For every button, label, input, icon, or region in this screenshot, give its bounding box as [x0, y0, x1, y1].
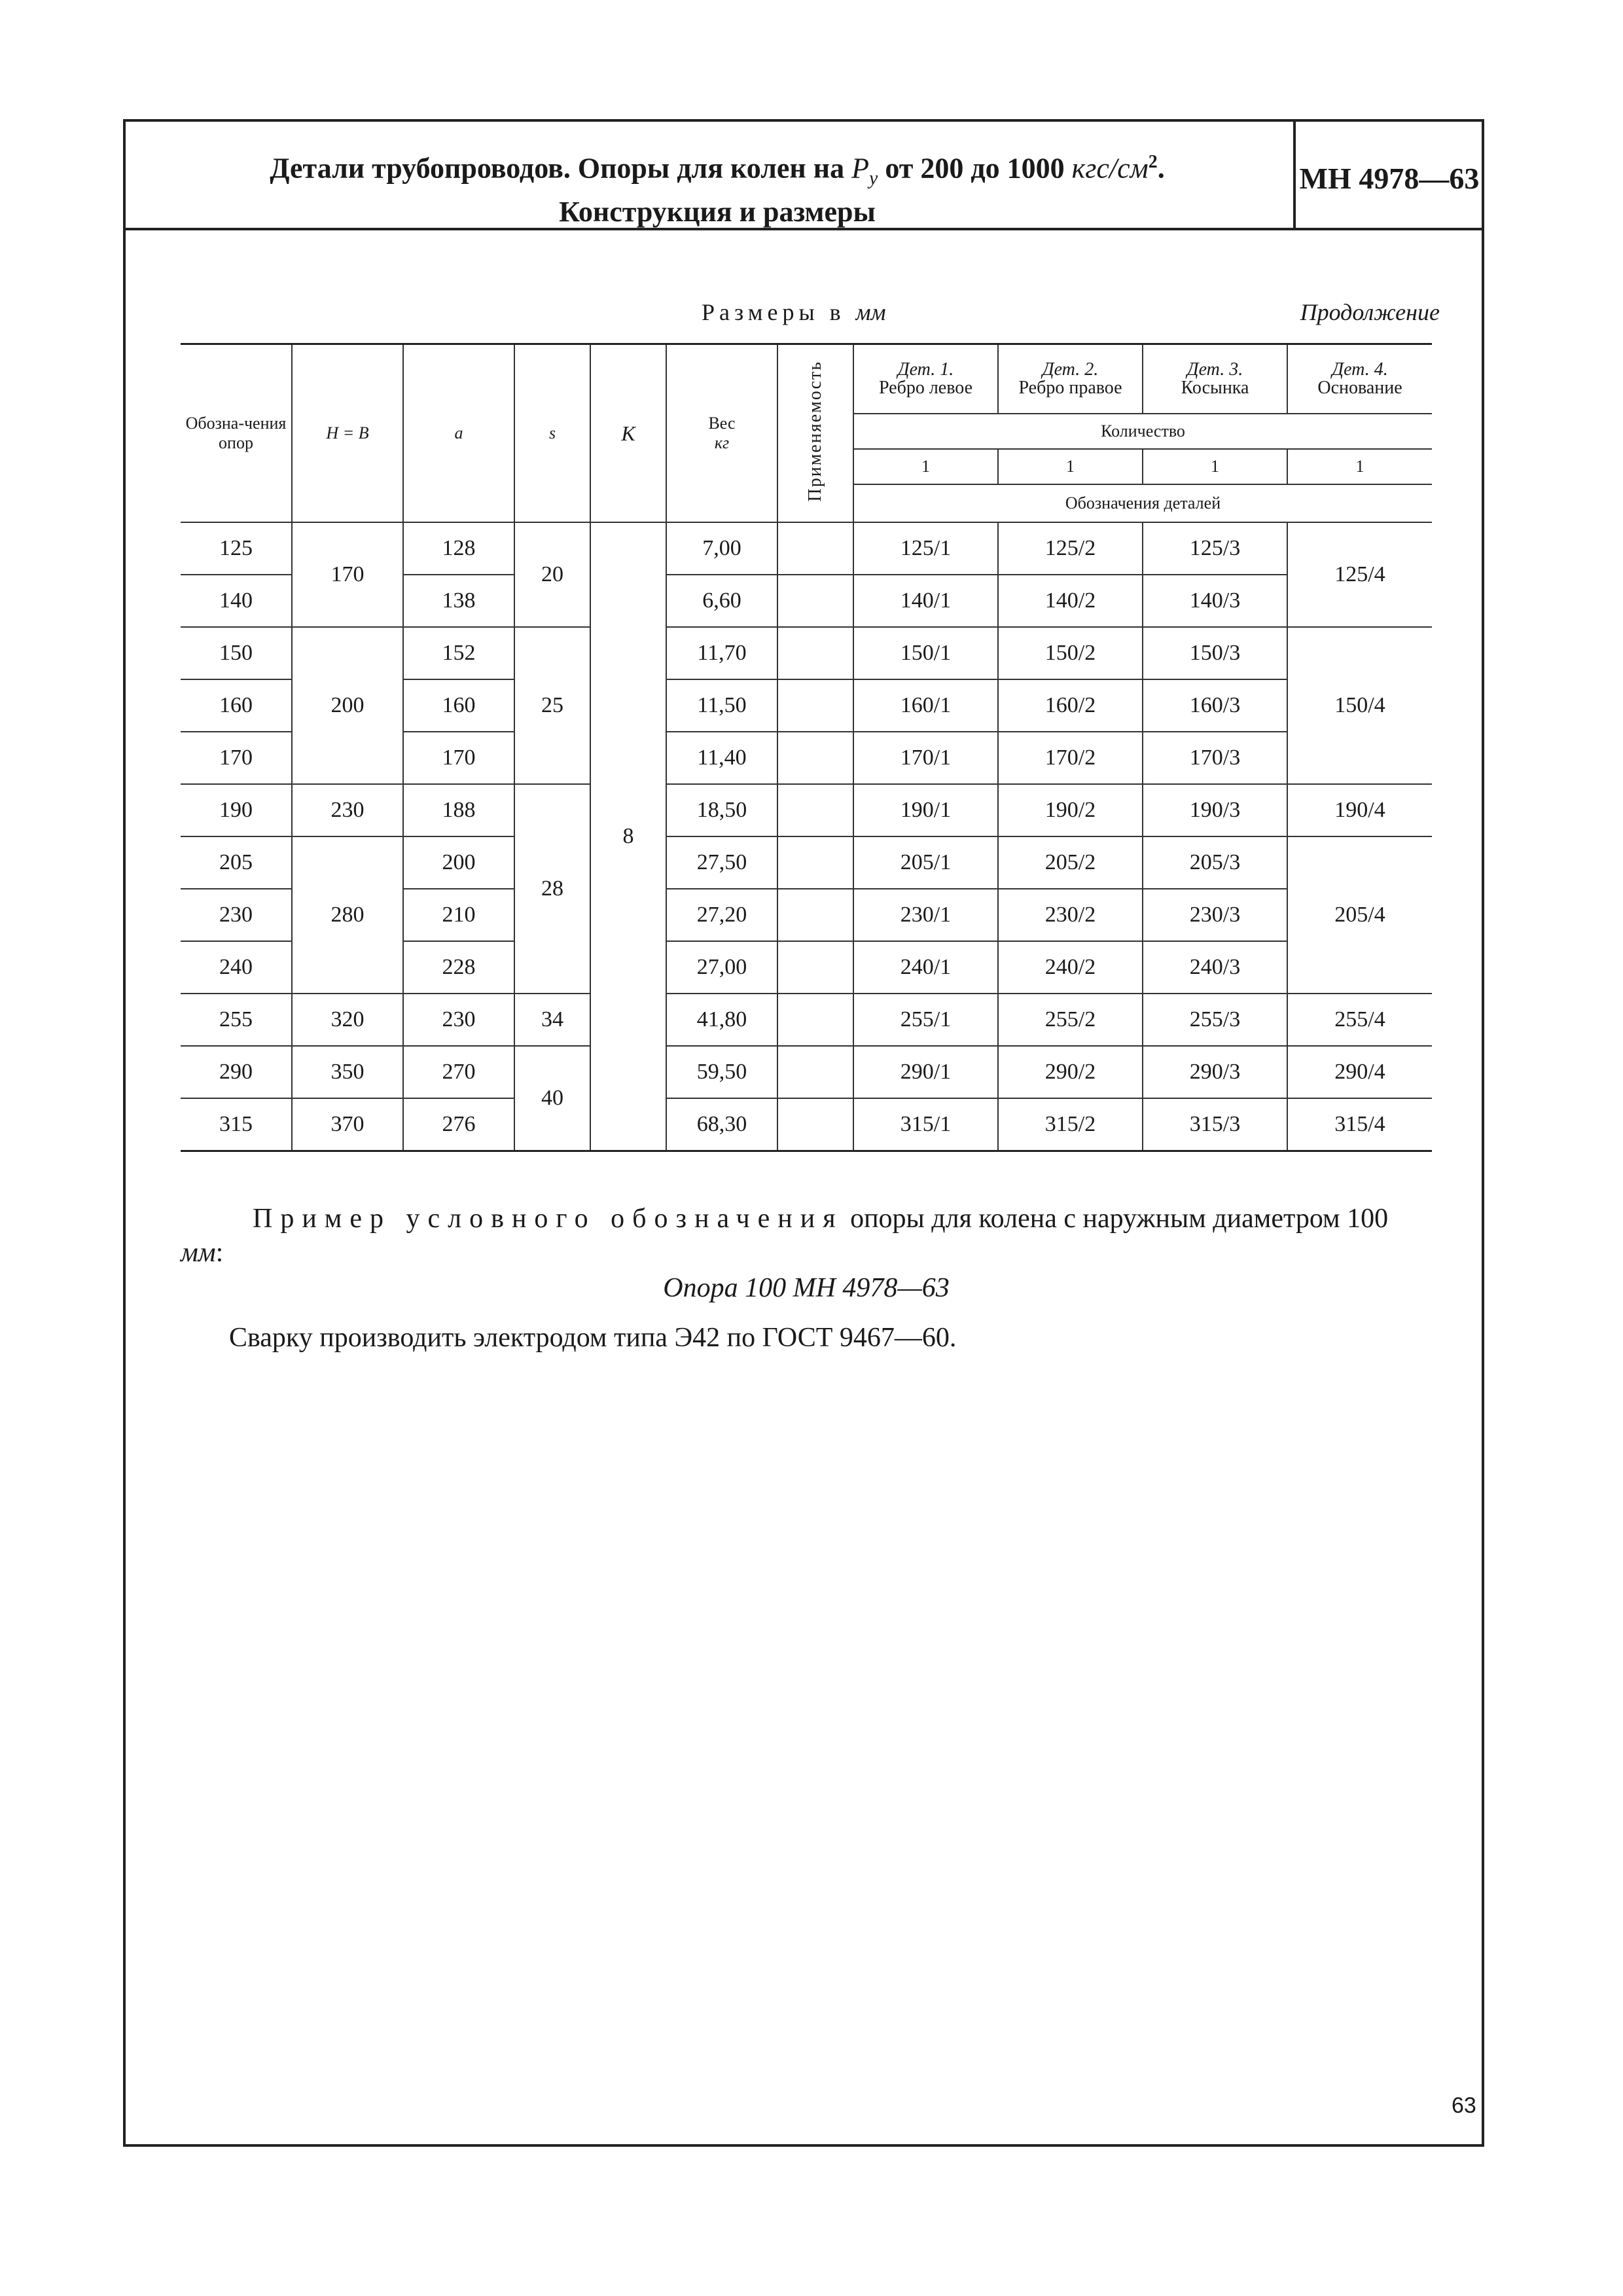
cell-a: 138: [403, 575, 514, 627]
cell-det1: 255/1: [853, 994, 998, 1046]
cell-a: 128: [403, 522, 514, 575]
header-designation: Обозна-чения опор: [181, 344, 292, 523]
cell-det4: 205/4: [1287, 836, 1432, 994]
cell-det2: 290/2: [998, 1046, 1143, 1098]
cell-det1: 190/1: [853, 784, 998, 836]
table-row: [181, 994, 1432, 1046]
cell-det1: 230/1: [853, 889, 998, 941]
cell-k: 8: [590, 522, 666, 1151]
cell-weight: 6,60: [666, 575, 777, 627]
header-det2: Дет. 2. Ребро правое: [998, 344, 1143, 414]
cell-det3: 255/3: [1143, 994, 1287, 1046]
cell-weight: 68,30: [666, 1098, 777, 1151]
cell-det2: 160/2: [998, 679, 1143, 732]
header-weight: Вес кг: [666, 344, 777, 523]
cell-a: 228: [403, 941, 514, 994]
table-row: [181, 522, 1432, 575]
header-qty-3: 1: [1143, 449, 1287, 484]
cell-designation: 315: [181, 1098, 292, 1151]
table-row: [181, 784, 1432, 836]
cell-det1: 140/1: [853, 575, 998, 627]
header-quantity: Количество: [853, 414, 1432, 449]
cell-a: 188: [403, 784, 514, 836]
cell-s: 25: [514, 627, 590, 784]
cell-designation: 240: [181, 941, 292, 994]
cell-weight: 11,70: [666, 627, 777, 679]
cell-applicability: [777, 941, 853, 994]
header-qty-4: 1: [1287, 449, 1432, 484]
cell-hb: 280: [292, 836, 403, 994]
cell-det3: 230/3: [1143, 889, 1287, 941]
cell-det1: 290/1: [853, 1046, 998, 1098]
cell-applicability: [777, 522, 853, 575]
example-designation: Опора 100 МН 4978—63: [663, 1273, 950, 1303]
cell-applicability: [777, 627, 853, 679]
cell-designation: 255: [181, 994, 292, 1046]
cell-designation: 290: [181, 1046, 292, 1098]
header-det3: Дет. 3. Косынка: [1143, 344, 1287, 414]
cell-det3: 290/3: [1143, 1046, 1287, 1098]
page-frame-bottom: [123, 2144, 1484, 2147]
cell-applicability: [777, 1046, 853, 1098]
continuation-label: Продолжение: [1300, 299, 1440, 325]
table-row: [181, 1098, 1432, 1151]
table-caption: Размеры в мм: [702, 299, 886, 325]
table-row: [181, 627, 1432, 679]
header-det1: Дет. 1. Ребро левое: [853, 344, 998, 414]
cell-det1: 205/1: [853, 836, 998, 889]
cell-applicability: [777, 836, 853, 889]
header-divider: [1293, 122, 1296, 228]
cell-weight: 59,50: [666, 1046, 777, 1098]
cell-hb: 170: [292, 522, 403, 627]
cell-applicability: [777, 575, 853, 627]
cell-applicability: [777, 994, 853, 1046]
cell-det2: 205/2: [998, 836, 1143, 889]
table-row: [181, 1046, 1432, 1098]
cell-det2: 170/2: [998, 732, 1143, 784]
cell-designation: 170: [181, 732, 292, 784]
cell-designation: 230: [181, 889, 292, 941]
cell-det3: 205/3: [1143, 836, 1287, 889]
cell-designation: 140: [181, 575, 292, 627]
document-header: [126, 122, 1482, 230]
cell-applicability: [777, 679, 853, 732]
cell-det2: 140/2: [998, 575, 1143, 627]
cell-a: 200: [403, 836, 514, 889]
table-row: [181, 836, 1432, 889]
cell-s: 40: [514, 1046, 590, 1151]
cell-a: 276: [403, 1098, 514, 1151]
dimensions-table: [181, 343, 1432, 1152]
welding-note: Сварку производить электродом типа Э42 по ГОСТ 9467—60.: [229, 1323, 957, 1353]
cell-designation: 205: [181, 836, 292, 889]
cell-det4: 190/4: [1287, 784, 1432, 836]
example-paragraph: Пример условного обозначения опоры для колена с наружным диаметром 100 мм:: [181, 1204, 1389, 1268]
cell-hb: 230: [292, 784, 403, 836]
cell-applicability: [777, 889, 853, 941]
cell-det3: 240/3: [1143, 941, 1287, 994]
cell-det4: 255/4: [1287, 994, 1432, 1046]
cell-det1: 240/1: [853, 941, 998, 994]
cell-s: 20: [514, 522, 590, 627]
cell-det2: 240/2: [998, 941, 1143, 994]
cell-s: 28: [514, 784, 590, 994]
header-qty-2: 1: [998, 449, 1143, 484]
cell-det3: 315/3: [1143, 1098, 1287, 1151]
cell-det2: 125/2: [998, 522, 1143, 575]
cell-det1: 170/1: [853, 732, 998, 784]
cell-det1: 150/1: [853, 627, 998, 679]
header-k: K: [590, 344, 666, 523]
cell-designation: 125: [181, 522, 292, 575]
cell-weight: 27,20: [666, 889, 777, 941]
page-number: 63: [1452, 2093, 1476, 2118]
cell-weight: 11,40: [666, 732, 777, 784]
cell-det1: 160/1: [853, 679, 998, 732]
cell-a: 160: [403, 679, 514, 732]
cell-a: 210: [403, 889, 514, 941]
header-qty-1: 1: [853, 449, 998, 484]
cell-det1: 125/1: [853, 522, 998, 575]
cell-weight: 41,80: [666, 994, 777, 1046]
cell-applicability: [777, 732, 853, 784]
cell-a: 230: [403, 994, 514, 1046]
cell-weight: 27,00: [666, 941, 777, 994]
cell-hb: 370: [292, 1098, 403, 1151]
cell-weight: 7,00: [666, 522, 777, 575]
cell-a: 270: [403, 1046, 514, 1098]
cell-det3: 150/3: [1143, 627, 1287, 679]
header-hb: H = B: [292, 344, 403, 523]
cell-det2: 230/2: [998, 889, 1143, 941]
cell-designation: 150: [181, 627, 292, 679]
header-det4: Дет. 4. Основание: [1287, 344, 1432, 414]
cell-applicability: [777, 1098, 853, 1151]
cell-applicability: [777, 784, 853, 836]
cell-designation: 190: [181, 784, 292, 836]
header-title: Детали трубопроводов. Опоры для колен на $P_у$ от 200 до 1000 кгс/$см^2$. Конструкция и размеры: [270, 152, 1165, 228]
cell-det2: 255/2: [998, 994, 1143, 1046]
cell-det3: 190/3: [1143, 784, 1287, 836]
cell-det2: 190/2: [998, 784, 1143, 836]
cell-hb: 350: [292, 1046, 403, 1098]
cell-det4: 290/4: [1287, 1046, 1432, 1098]
header-a: a: [403, 344, 514, 523]
cell-designation: 160: [181, 679, 292, 732]
cell-det3: 125/3: [1143, 522, 1287, 575]
cell-hb: 200: [292, 627, 403, 784]
header-part-designations: Обозначения деталей: [853, 484, 1432, 522]
cell-det4: 315/4: [1287, 1098, 1432, 1151]
cell-det3: 140/3: [1143, 575, 1287, 627]
cell-s: 34: [514, 994, 590, 1046]
cell-hb: 320: [292, 994, 403, 1046]
cell-weight: 18,50: [666, 784, 777, 836]
cell-weight: 27,50: [666, 836, 777, 889]
cell-weight: 11,50: [666, 679, 777, 732]
cell-det1: 315/1: [853, 1098, 998, 1151]
cell-det2: 315/2: [998, 1098, 1143, 1151]
cell-det3: 160/3: [1143, 679, 1287, 732]
cell-det4: 125/4: [1287, 522, 1432, 627]
header-applicability: Применяемость: [777, 344, 853, 523]
cell-det2: 150/2: [998, 627, 1143, 679]
cell-det3: 170/3: [1143, 732, 1287, 784]
cell-a: 152: [403, 627, 514, 679]
cell-det4: 150/4: [1287, 627, 1432, 784]
header-s: s: [514, 344, 590, 523]
cell-a: 170: [403, 732, 514, 784]
document-code: МН 4978—63: [1299, 162, 1480, 195]
